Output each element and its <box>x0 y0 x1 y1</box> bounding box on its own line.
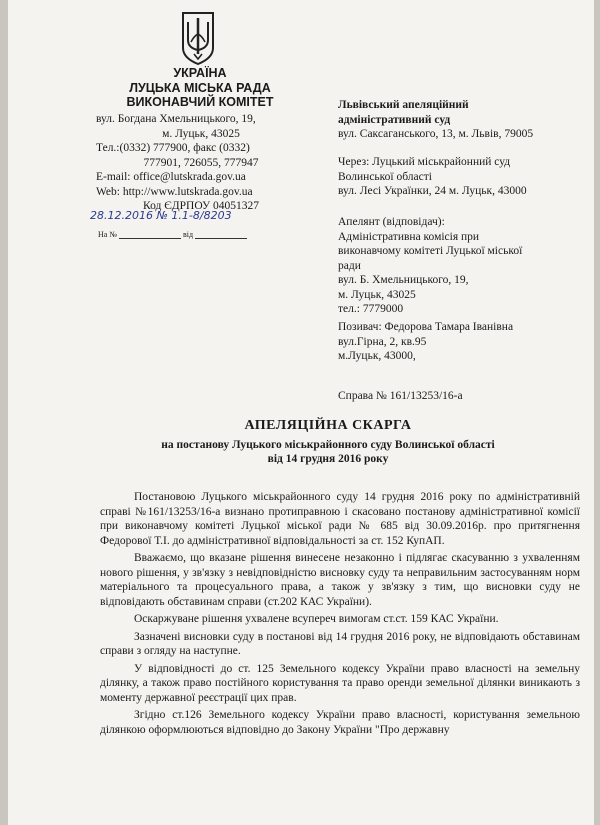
address-line: Тел.:(0332) 777900, факс (0332) <box>96 142 250 154</box>
letter-page <box>8 0 594 825</box>
appellant-line: Адміністративна комісія при <box>338 230 480 243</box>
ref-blank <box>119 238 181 239</box>
document-body <box>100 490 580 740</box>
appellant-line: тел.: 7779000 <box>338 303 404 315</box>
body-paragraph: Згідно ст.126 Земельного кодексу України право власності, користування земельною ділянкою оформлюються відповідно до Закону України "Про державну <box>100 709 580 736</box>
ref-date-blank <box>195 238 247 239</box>
address-line: м. Луцьк, 43025 <box>162 127 240 140</box>
org-line: ВИКОНАВЧИЙ КОМІТЕТ <box>126 95 274 109</box>
appellant-line: Апелянт (відповідач): <box>338 216 445 228</box>
court-name-line: Львівський апеляційний <box>338 99 469 111</box>
subtitle-line: на постанову Луцького міськрайонного суду Волинської області <box>161 439 495 451</box>
ref-label: На № <box>98 230 117 239</box>
plaintiff-line: вул.Гірна, 2, кв.95 <box>338 335 427 348</box>
issuer-organization <box>90 66 310 110</box>
body-paragraph: Зазначені висновки суду в постанові від 14 грудня 2016 року, не відповідають обставинам справи з огляду на наступне. <box>100 630 580 657</box>
via-line: Волинської області <box>338 170 432 183</box>
address-line: 777901, 726055, 777947 <box>143 156 259 169</box>
document-subtitle <box>68 438 588 466</box>
plaintiff-line: м.Луцьк, 43000, <box>338 350 416 362</box>
body-paragraph: У відповідності до ст. 125 Земельного кодексу України право власності на земельну ділянку, а також право постійного користування та право оренди земельної ділянки виникають з моменту державної реєстрації цих прав. <box>100 662 580 704</box>
edrpou-line: Код ЄДРПОУ 04051327 <box>142 200 260 212</box>
appellant-block <box>338 215 588 317</box>
ref-from-label: від <box>182 230 194 239</box>
subtitle-line: від 14 грудня 2016 року <box>267 453 389 465</box>
plaintiff-block <box>338 320 588 364</box>
plaintiff-line: Позивач: Федорова Тамара Іванівна <box>338 321 514 333</box>
body-paragraph: Оскаржуване рішення ухвалене всупереч вимогам ст.ст. 159 КАС України. <box>134 613 499 625</box>
handwritten-registration: 28.12.2016 № 1.1-8/8203 <box>90 209 232 222</box>
org-line: ЛУЦЬКА МІСЬКА РАДА <box>129 80 271 95</box>
trident-emblem-icon <box>180 10 216 66</box>
via-line: Через: Луцький міськрайонний суд <box>338 156 511 168</box>
court-address: вул. Саксаганського, 13, м. Львів, 79005 <box>338 128 534 140</box>
document-title: АПЕЛЯЦІЙНА СКАРГА <box>244 418 412 433</box>
appellant-line: ради <box>338 259 361 272</box>
appellant-line: вул. Б. Хмельницького, 19, <box>338 274 469 286</box>
via-line: вул. Лесі Українки, 24 м. Луцьк, 43000 <box>338 185 527 197</box>
web-line: Web: http://www.lutskrada.gov.ua <box>96 185 253 198</box>
court-recipient <box>338 98 588 142</box>
body-paragraph: Постановою Луцького міськрайонного суду 14 грудня 2016 року по адміністративній справі №161/13253/16-а визнано протиправною і скасовано постанову адміністративної комісії при виконавчому комітеті Луцької міської ради № 685 від 30.09.2016р. про притягнення Федорової Т.І. до адміністративної відповідальності за ст. 152 КупАП. <box>100 491 580 547</box>
case-number: Справа № 161/13253/16-а <box>338 390 463 402</box>
issuer-address <box>96 112 306 214</box>
appellant-line: м. Луцьк, 43025 <box>338 288 416 301</box>
address-line: вул. Богдана Хмельницького, 19, <box>96 113 256 125</box>
email-line: E-mail: office@lutskrada.gov.ua <box>96 171 246 183</box>
reference-line <box>98 230 247 239</box>
org-line: УКРАЇНА <box>173 66 227 80</box>
body-paragraph: Вважаємо, що вказане рішення винесене незаконно і підлягає скасуванню з ухваленням нового рішення, у зв'язку з невідповідністю висновку суду та неправильним застосуванням норм матеріального та процесуального права, а також у зв'язку з тим, що висновки суду не відповідають обставинам справи (ст.202 КАС України). <box>100 552 580 608</box>
via-court <box>338 155 588 199</box>
court-name-line: адміністративний суд <box>338 113 451 126</box>
appellant-line: виконавчому комітеті Луцької міської <box>338 245 523 257</box>
